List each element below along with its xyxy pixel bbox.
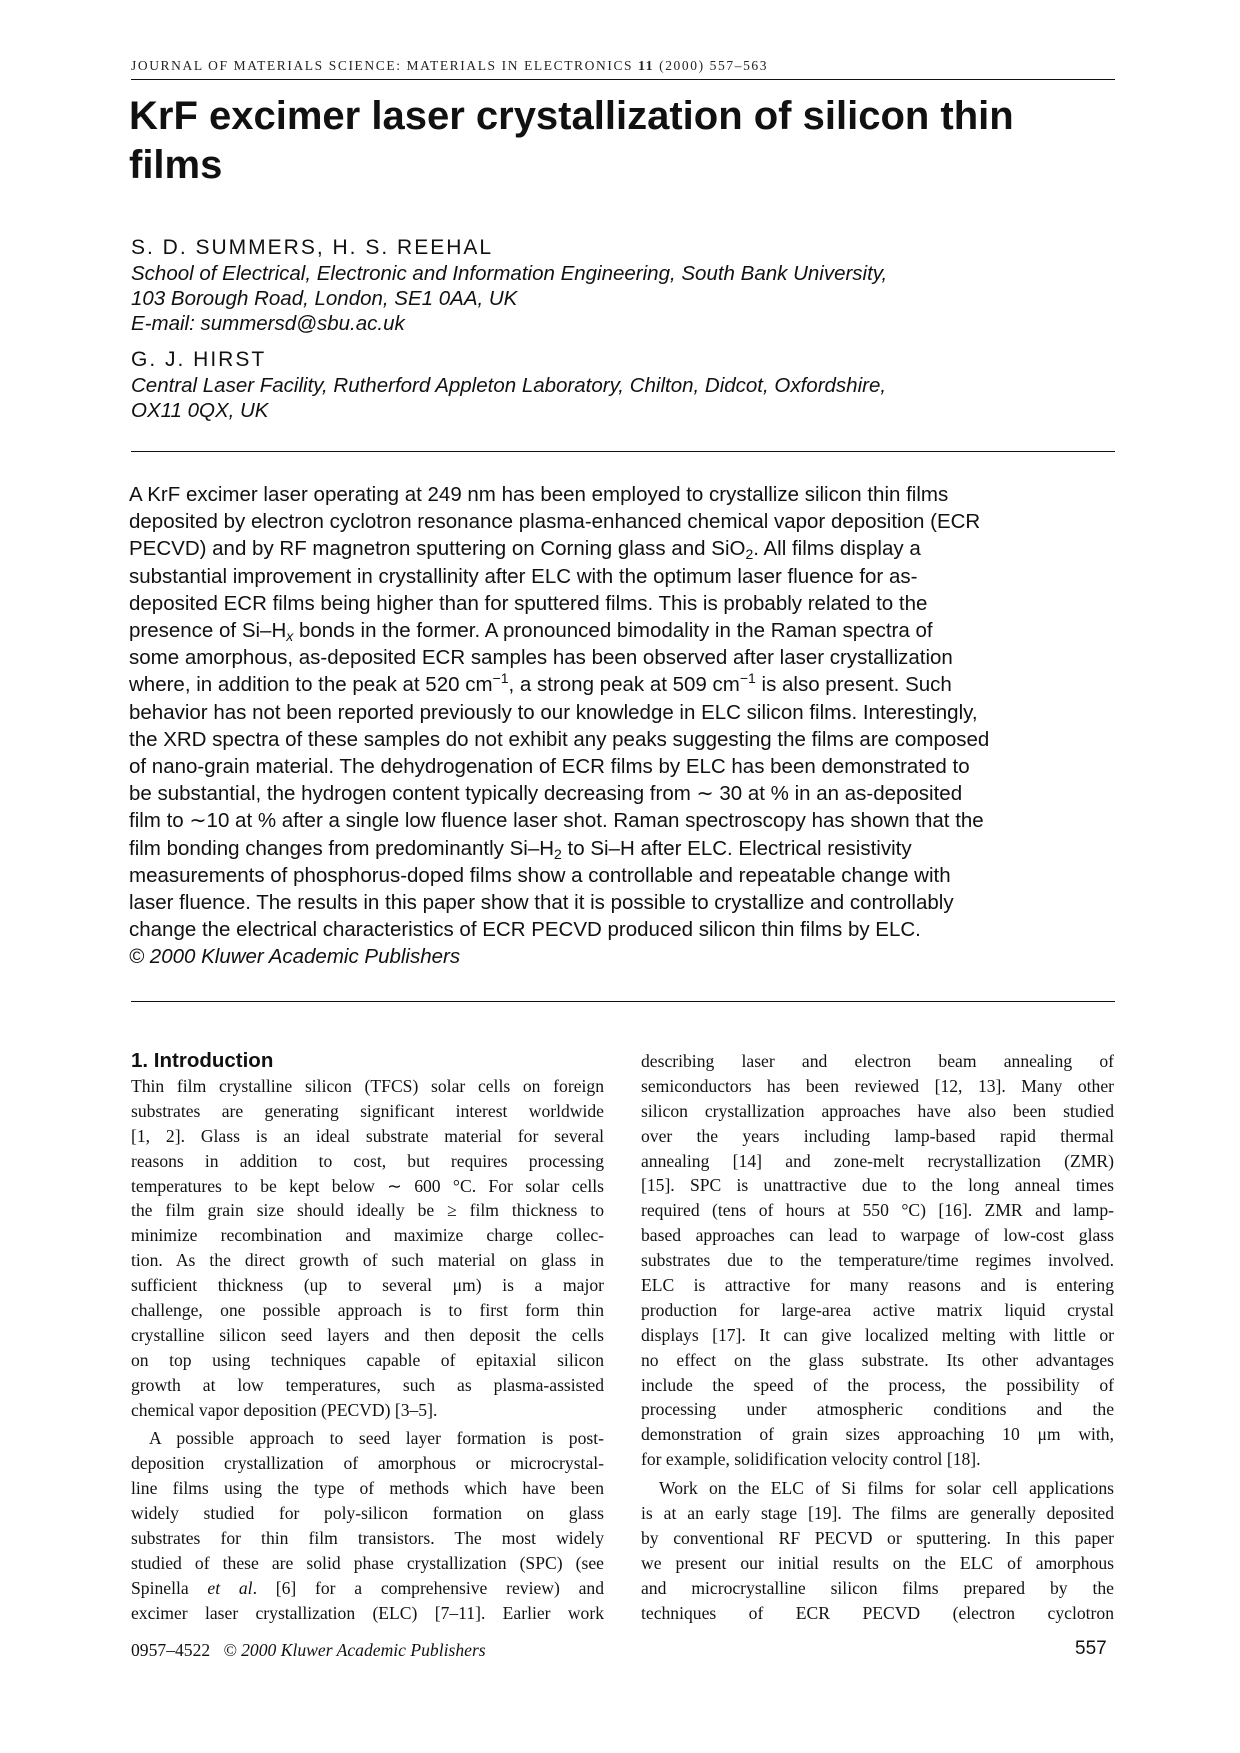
body-line: A possible approach to seed layer formation is post- <box>149 1428 604 1449</box>
body-line: minimize recombination and maximize charge collec- <box>131 1225 604 1246</box>
authors-group-2: G. J. HIRST <box>131 348 267 371</box>
issn: 0957–4522 <box>131 1640 211 1660</box>
body-line: silicon crystallization approaches have also been studied <box>641 1100 1114 1121</box>
body-line: processing under atmospheric conditions and the <box>641 1399 1114 1420</box>
journal-volume: 11 <box>638 58 655 73</box>
abstract-line: film bonding changes from predominantly $Si-H_2$ to Si–H after ELC. Electrical resistivity <box>129 836 912 862</box>
affiliation-1-line: School of Electrical, Electronic and Information Engineering, South Bank University, <box>131 262 888 285</box>
abstract-line: be substantial, the hydrogen content typically decreasing from ∼ 30 at % in an as-deposited <box>129 782 963 806</box>
body-line: on top using techniques capable of epitaxial silicon <box>131 1349 604 1370</box>
running-head <box>131 58 1115 74</box>
body-line: substrates due to the temperature/time regimes involved. <box>641 1250 1114 1271</box>
body-line: the film grain size should ideally be ≥ film thickness to <box>131 1200 604 1221</box>
affiliation-1 <box>131 261 1111 336</box>
body-line: Work on the ELC of Si films for solar cell applications <box>659 1478 1114 1499</box>
body-line: techniques of ECR PECVD (electron cyclotron <box>641 1602 1114 1623</box>
abstract-line: some amorphous, as-deposited ECR samples has been observed after laser crystallization <box>129 646 953 670</box>
abstract-line: PECVD) and by RF magnetron sputtering on Corning glass and SiO$_2$. All films display a <box>129 537 921 563</box>
authors-group-1: S. D. SUMMERS, H. S. REEHAL <box>131 236 494 259</box>
body-line: temperatures to be kept below ∼ 600 °C. For solar cells <box>131 1175 604 1196</box>
body-line: ELC is attractive for many reasons and is entering <box>641 1275 1114 1296</box>
body-line: reasons in addition to cost, but requires processing <box>131 1150 604 1171</box>
body-line: no effect on the glass substrate. Its other advantages <box>641 1349 1114 1370</box>
abstract-line: of nano-grain material. The dehydrogenation of ECR films by ELC has been demonstrated to <box>129 755 970 779</box>
body-line: tion. As the direct growth of such material on glass in <box>131 1250 604 1271</box>
body-line: Thin film crystalline silicon (TFCS) solar cells on foreign <box>131 1076 604 1096</box>
abstract-line: change the electrical characteristics of ECR PECVD produced silicon thin films by ELC. <box>129 918 921 942</box>
body-line: annealing [14] and zone-melt recrystallization (ZMR) <box>641 1150 1114 1171</box>
abstract-line: the XRD spectra of these samples do not exhibit any peaks suggesting the films are composed <box>129 727 990 751</box>
body-line: demonstration of grain sizes approaching 10 μm with, <box>641 1424 1114 1445</box>
abstract-line: substantial improvement in crystallinity after ELC with the optimum laser fluence for as- <box>129 564 918 588</box>
body-line: chemical vapor deposition (PECVD) [3–5]. <box>131 1399 438 1420</box>
affiliation-1-line: 103 Borough Road, London, SE1 0AA, UK <box>131 287 518 310</box>
section-heading: 1. Introduction <box>131 1049 274 1072</box>
body-line: and microcrystalline silicon films prepared by the <box>641 1577 1114 1598</box>
abstract-line: presence of $Si-H_x$ bonds in the former. A pronounced bimodality in the Raman spectra of <box>129 619 933 645</box>
body-line: challenge, one possible approach is to first form thin <box>131 1300 604 1321</box>
body-column-left <box>131 1074 604 1626</box>
body-line: sufficient thickness (up to several μm) is a major <box>131 1275 604 1296</box>
body-line: [1, 2]. Glass is an ideal substrate material for several <box>131 1125 604 1146</box>
abstract-line: A KrF excimer laser operating at 249 nm has been employed to crystallize silicon thin films <box>129 483 949 506</box>
body-line: required (tens of hours at 550 °C) [16]. ZMR and lamp- <box>641 1200 1114 1221</box>
abstract-line: deposited by electron cyclotron resonance plasma-enhanced chemical vapor deposition (ECR <box>129 510 981 534</box>
abstract-bottom-rule <box>131 1001 1115 1002</box>
body-line: substrates are generating significant interest worldwide <box>131 1100 604 1121</box>
abstract-line: where, in addition to the peak at 520 $cm^{-1}$, a strong peak at 509 $cm^{-1}$ is also present. Such <box>129 670 952 697</box>
body-line: studied of these are solid phase crystallization (SPC) (see <box>131 1552 604 1573</box>
abstract-copyright: © 2000 Kluwer Academic Publishers <box>129 945 461 969</box>
body-line: crystalline silicon seed layers and then deposit the cells <box>131 1324 604 1345</box>
body-line: [15]. SPC is unattractive due to the long anneal times <box>641 1175 1114 1196</box>
abstract-line: laser fluence. The results in this paper show that it is possible to crystallize and controllably <box>129 891 954 915</box>
body-line: by conventional RF PECVD or sputtering. In this paper <box>641 1527 1114 1548</box>
body-line: displays [17]. It can give localized melting with little or <box>641 1324 1114 1345</box>
body-line: is at an early stage [19]. The films are generally deposited <box>641 1503 1114 1524</box>
body-line: for example, solidification velocity control [18]. <box>641 1449 981 1470</box>
journal-name: JOURNAL OF MATERIALS SCIENCE: MATERIALS IN ELECTRONICS <box>131 58 634 73</box>
body-line: deposition crystallization of amorphous or microcrystal- <box>131 1453 604 1474</box>
abstract-top-rule <box>131 451 1115 452</box>
body-line: excimer laser crystallization (ELC) [7–11]. Earlier work <box>131 1602 604 1623</box>
footer <box>131 1640 486 1661</box>
body-line: describing laser and electron beam annealing of <box>641 1051 1114 1071</box>
abstract-line: behavior has not been reported previously to our knowledge in ELC silicon films. Interestingly, <box>129 700 978 724</box>
body-line: semiconductors has been reviewed [12, 13]. Many other <box>641 1075 1114 1096</box>
journal-year-pages: (2000) 557–563 <box>659 58 769 73</box>
body-line: line films using the type of methods which have been <box>131 1478 604 1499</box>
body-line: Spinella et al. [6] for a comprehensive review) and <box>131 1577 605 1598</box>
body-line: include the speed of the process, the possibility of <box>641 1374 1114 1395</box>
body-line: production for large-area active matrix liquid crystal <box>641 1299 1114 1320</box>
body-line: we present our initial results on the ELC of amorphous <box>641 1552 1114 1573</box>
affiliation-2 <box>131 373 1111 423</box>
affiliation-2-line: OX11 0QX, UK <box>131 399 269 422</box>
abstract <box>129 481 1119 971</box>
abstract-line: deposited ECR films being higher than for sputtered films. This is probably related to the <box>129 591 928 615</box>
abstract-line: measurements of phosphorus-doped films show a controllable and repeatable change with <box>129 863 951 887</box>
body-column-right <box>641 1049 1114 1625</box>
header-rule <box>131 79 1115 80</box>
page-number: 557 <box>1075 1638 1107 1659</box>
affiliation-2-line: Central Laser Facility, Rutherford Appleton Laboratory, Chilton, Didcot, Oxfordshire, <box>131 374 887 397</box>
abstract-line: film to ∼10 at % after a single low fluence laser shot. Raman spectroscopy has shown that the <box>129 809 984 833</box>
body-line: based approaches can lead to warpage of low-cost glass <box>641 1225 1114 1246</box>
body-line: growth at low temperatures, such as plasma-assisted <box>131 1374 604 1395</box>
footer-copyright: © 2000 Kluwer Academic Publishers <box>223 1640 486 1660</box>
author-email: E-mail: summersd@sbu.ac.uk <box>131 312 405 335</box>
body-line: widely studied for poly-silicon formation on glass <box>131 1503 604 1524</box>
paper-title: KrF excimer laser crystallization of silicon thin films <box>129 94 1014 187</box>
body-line: substrates for thin film transistors. The most widely <box>131 1528 604 1549</box>
body-line: over the years including lamp-based rapid thermal <box>641 1125 1114 1146</box>
